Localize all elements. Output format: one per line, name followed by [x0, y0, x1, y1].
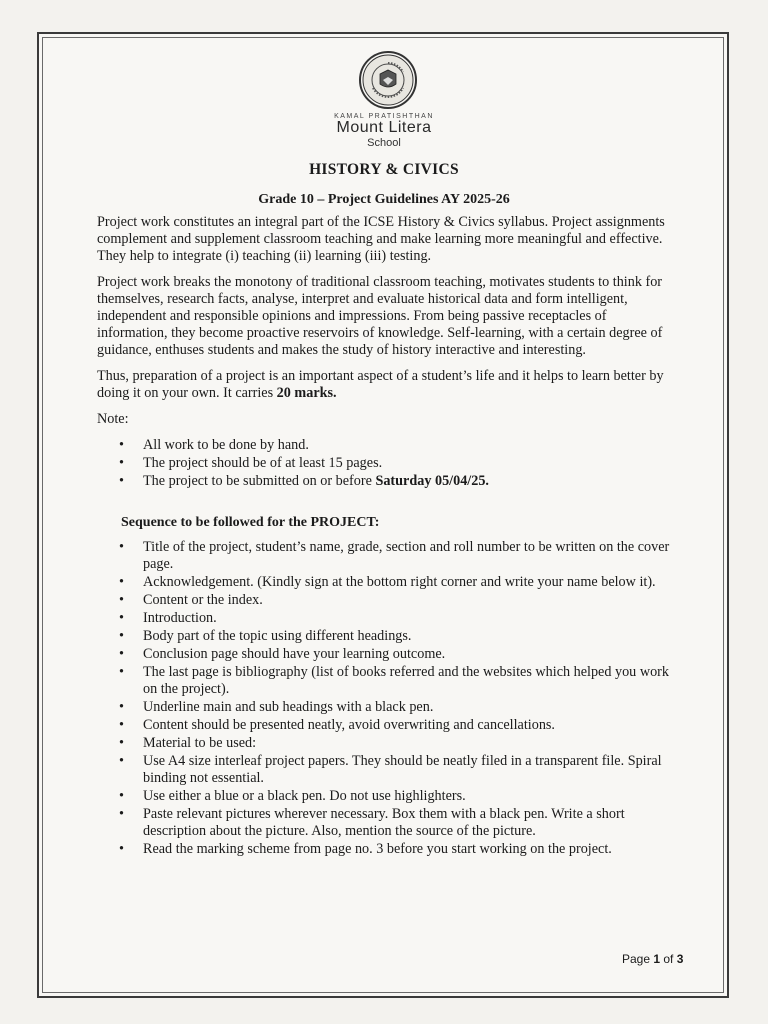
list-item: • Body part of the topic using different headings.	[119, 628, 677, 645]
list-item: • Title of the project, student’s name, grade, section and roll number to be written on the cover page.	[119, 539, 677, 573]
list-item: • Material to be used:	[119, 735, 677, 752]
list-item: • Use either a blue or a black pen. Do not use highlighters.	[119, 788, 677, 805]
document-subtitle: Grade 10 – Project Guidelines AY 2025-26	[258, 192, 510, 207]
page-current: 1	[653, 952, 661, 966]
list-item: • The project should be of at least 15 pages.	[119, 455, 677, 472]
brand-name: Mount Litera	[336, 119, 432, 136]
list-item: • Read the marking scheme from page no. 3 before you start working on the project.	[119, 841, 677, 858]
list-item: • Underline main and sub headings with a black pen.	[119, 699, 677, 716]
list-item: • Acknowledgement. (Kindly sign at the bottom right corner and write your name below it).	[119, 574, 677, 591]
marks-text: Thus, preparation of a project is an important aspect of a student’s life and it helps to learn better by doing it on your own. It carries	[97, 368, 664, 401]
marks-value: 20 marks.	[276, 385, 337, 401]
list-item	[119, 473, 677, 490]
page-prefix: Page	[622, 952, 654, 966]
brand-tagline: KAMAL PRATISHTHAN	[334, 113, 434, 120]
deadline-text: The project to be submitted on or before	[143, 473, 376, 489]
sequence-heading: Sequence to be followed for the PROJECT:	[121, 515, 380, 530]
sequence-list	[97, 539, 677, 858]
document-body	[97, 214, 677, 859]
list-item: • Conclusion page should have your learning outcome.	[119, 646, 677, 663]
list-item: • The last page is bibliography (list of books referred and the websites which helped you work on the project).	[119, 664, 677, 698]
notes-list	[97, 437, 677, 490]
school-seal-icon	[358, 50, 418, 110]
list-item: • Content should be presented neatly, avoid overwriting and cancellations.	[119, 717, 677, 734]
intro-paragraph: Project work constitutes an integral part of the ICSE History & Civics syllabus. Project assignments complement and supplement classroom teaching and make learning more meaningful and effective. They help to integrate (i) teaching (ii) learning (iii) testing.	[97, 214, 665, 264]
list-item: • All work to be done by hand.	[119, 437, 677, 454]
page-number	[622, 952, 683, 966]
brand-school: School	[367, 137, 401, 149]
motivation-paragraph: Project work breaks the monotony of traditional classroom teaching, motivates students to think for themselves, research facts, analyse, interpret and evaluate historical data and form intelligent, independent and responsible opinions and impressions. From being passive receptacles of information, they become proactive reservoirs of knowledge. Self-learning, with a certain degree of guidance, enthuses students and makes the study of history interactive and interesting.	[97, 274, 663, 358]
page-total: 3	[676, 952, 684, 966]
page-middle: of	[660, 952, 677, 966]
list-item: • Introduction.	[119, 610, 677, 627]
deadline-date: Saturday 05/04/25.	[375, 473, 489, 489]
list-item: • Use A4 size interleaf project papers. They should be neatly filed in a transparent file. Spiral binding not essential.	[119, 753, 677, 787]
marks-paragraph	[97, 368, 677, 402]
document-title: HISTORY & CIVICS	[309, 161, 459, 178]
list-item: • Content or the index.	[119, 592, 677, 609]
note-label: Note:	[97, 411, 129, 427]
list-item: • Paste relevant pictures wherever necessary. Box them with a black pen. Write a short description about the picture. Also, mention the source of the picture.	[119, 806, 677, 840]
